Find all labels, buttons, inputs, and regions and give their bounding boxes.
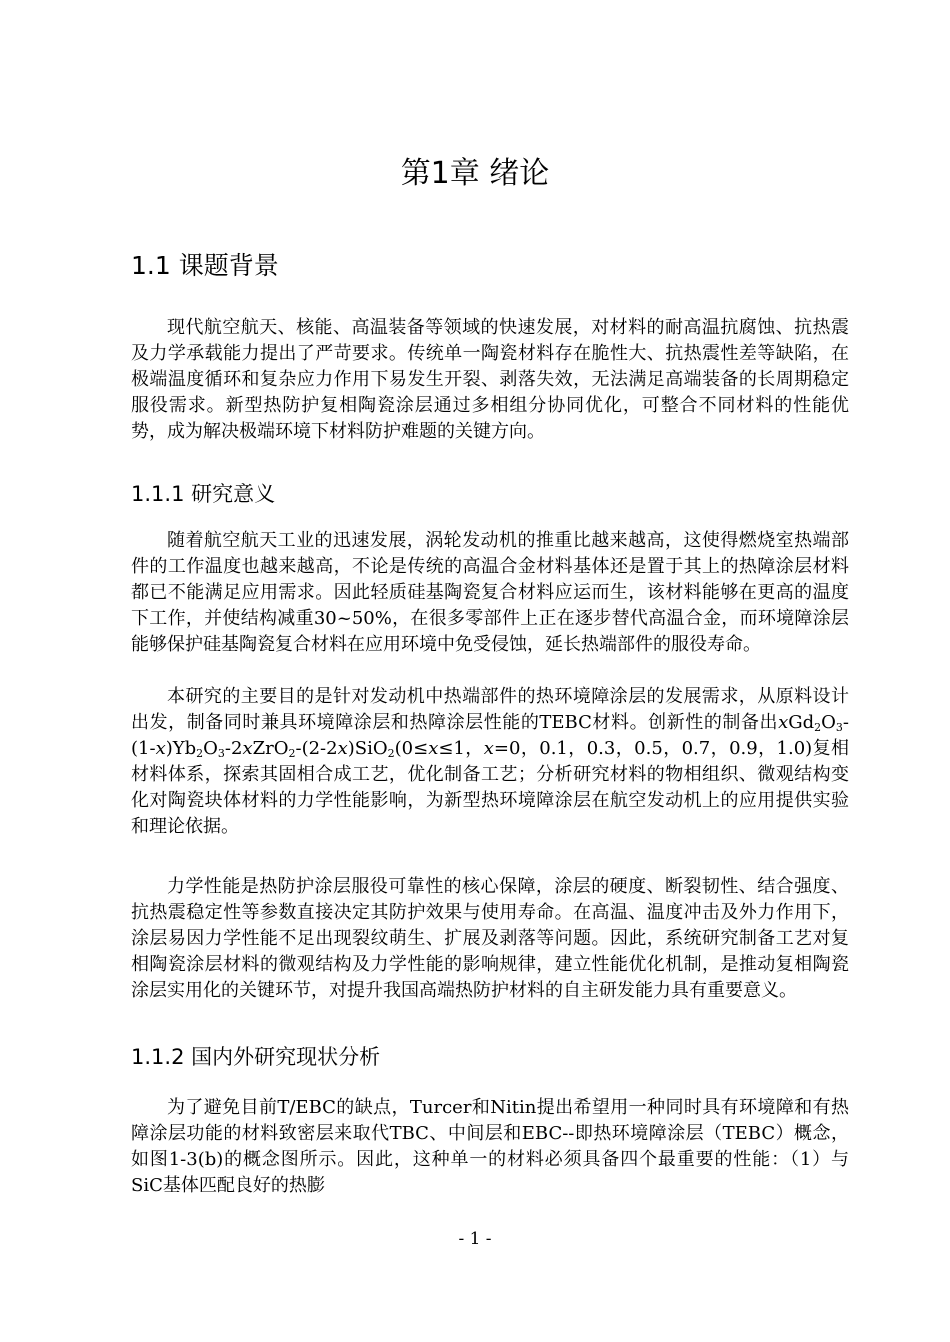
section-heading-1-1-2: 1.1.2 国内外研究现状分析 — [131, 1045, 381, 1069]
section-heading-1-1: 1.1 课题背景 — [131, 251, 279, 280]
paragraph-background: 现代航空航天、核能、高温装备等领域的快速发展，对材料的耐高温抗腐蚀、抗热震及力学承载能力提出了严苛要求。传统单一陶瓷材料存在脆性大、抗热震性差等缺陷，在极端温度循环和复杂应力作用下易发生开裂、剥落失效，无法满足高端装备的长周期稳定服役需求。新型热防护复相陶瓷涂层通过多相组分协同优化，可整合不同材料的性能优势，成为解决极端环境下材料防护难题的关键方向。 — [131, 317, 849, 442]
paragraph-significance-1: 随着航空航天工业的迅速发展，涡轮发动机的推重比越来越高，这使得燃烧室热端部件的工作温度也越来越高，不论是传统的高温合金材料基体还是置于其上的热障涂层材料都已不能满足应用需求。因此轻质硅基陶瓷复合材料应运而生，该材料能够在更高的温度下工作，并使结构减重30~50%，在很多零部件上正在逐步替代高温合金，而环境障涂层能够保护硅基陶瓷复合材料在应用环境中免受侵蚀，延长热端部件的服役寿命。 — [131, 530, 849, 655]
paragraph-text: 本研究的主要目的是针对发动机中热端部件的热环境障涂层的发展需求，从原料设计出发，制备同时兼具环境障涂层和热障涂层性能的TEBC材料。创新性的制备出 — [131, 686, 849, 733]
chemical-formula: $xGd_2O_3-(1-x)Yb_2O_3-2xZrO_2-(2-2x)SiO_2$ — [131, 712, 849, 760]
page-number: - 1 - — [458, 1229, 492, 1249]
paragraph-research-status: 为了避免目前T/EBC的缺点，Turcer和Nitin提出希望用一种同时具有环境障和有热障涂层功能的材料致密层来取代TBC、中间层和EBC--即热环境障涂层（TEBC）概念，如图1-3(b)的概念图所示。因此，这种单一的材料必须具备四个最重要的性能：（1）与SiC基体匹配良好的热膨 — [131, 1097, 849, 1196]
section-heading-1-1-1: 1.1.1 研究意义 — [131, 482, 276, 506]
paragraph-significance-2: 本研究的主要目的是针对发动机中热端部件的热环境障涂层的发展需求，从原料设计出发，制备同时兼具环境障涂层和热障涂层性能的TEBC材料。创新性的制备出$xGd_2O_3-(1-x)Yb_2O_3-2xZrO_2-(2-2x)SiO_2(0\le x\le 1$，x=0，0.1，0.3，0.5，0.7，0.9，1.0)复相材料体系，探索其固相合成工艺，优化制备工艺；分析研究材料的物相组织、微观结构变化对陶瓷块体材料的力学性能影响，为新型热环境障涂层在航空发动机上的应用提供实验和理论依据。 — [131, 686, 849, 837]
chapter-title: 第1章 绪论 — [400, 156, 550, 191]
paragraph-significance-3: 力学性能是热防护涂层服役可靠性的核心保障，涂层的硬度、断裂韧性、结合强度、抗热震稳定性等参数直接决定其防护效果与使用寿命。在高温、温度冲击及外力作用下，涂层易因力学性能不足出现裂纹萌生、扩展及剥落等问题。因此，系统研究制备工艺对复相陶瓷涂层材料的微观结构及力学性能的影响规律，建立性能优化机制，是推动复相陶瓷涂层实用化的关键环节，对提升我国高端热防护材料的自主研发能力具有重要意义。 — [131, 876, 849, 1001]
